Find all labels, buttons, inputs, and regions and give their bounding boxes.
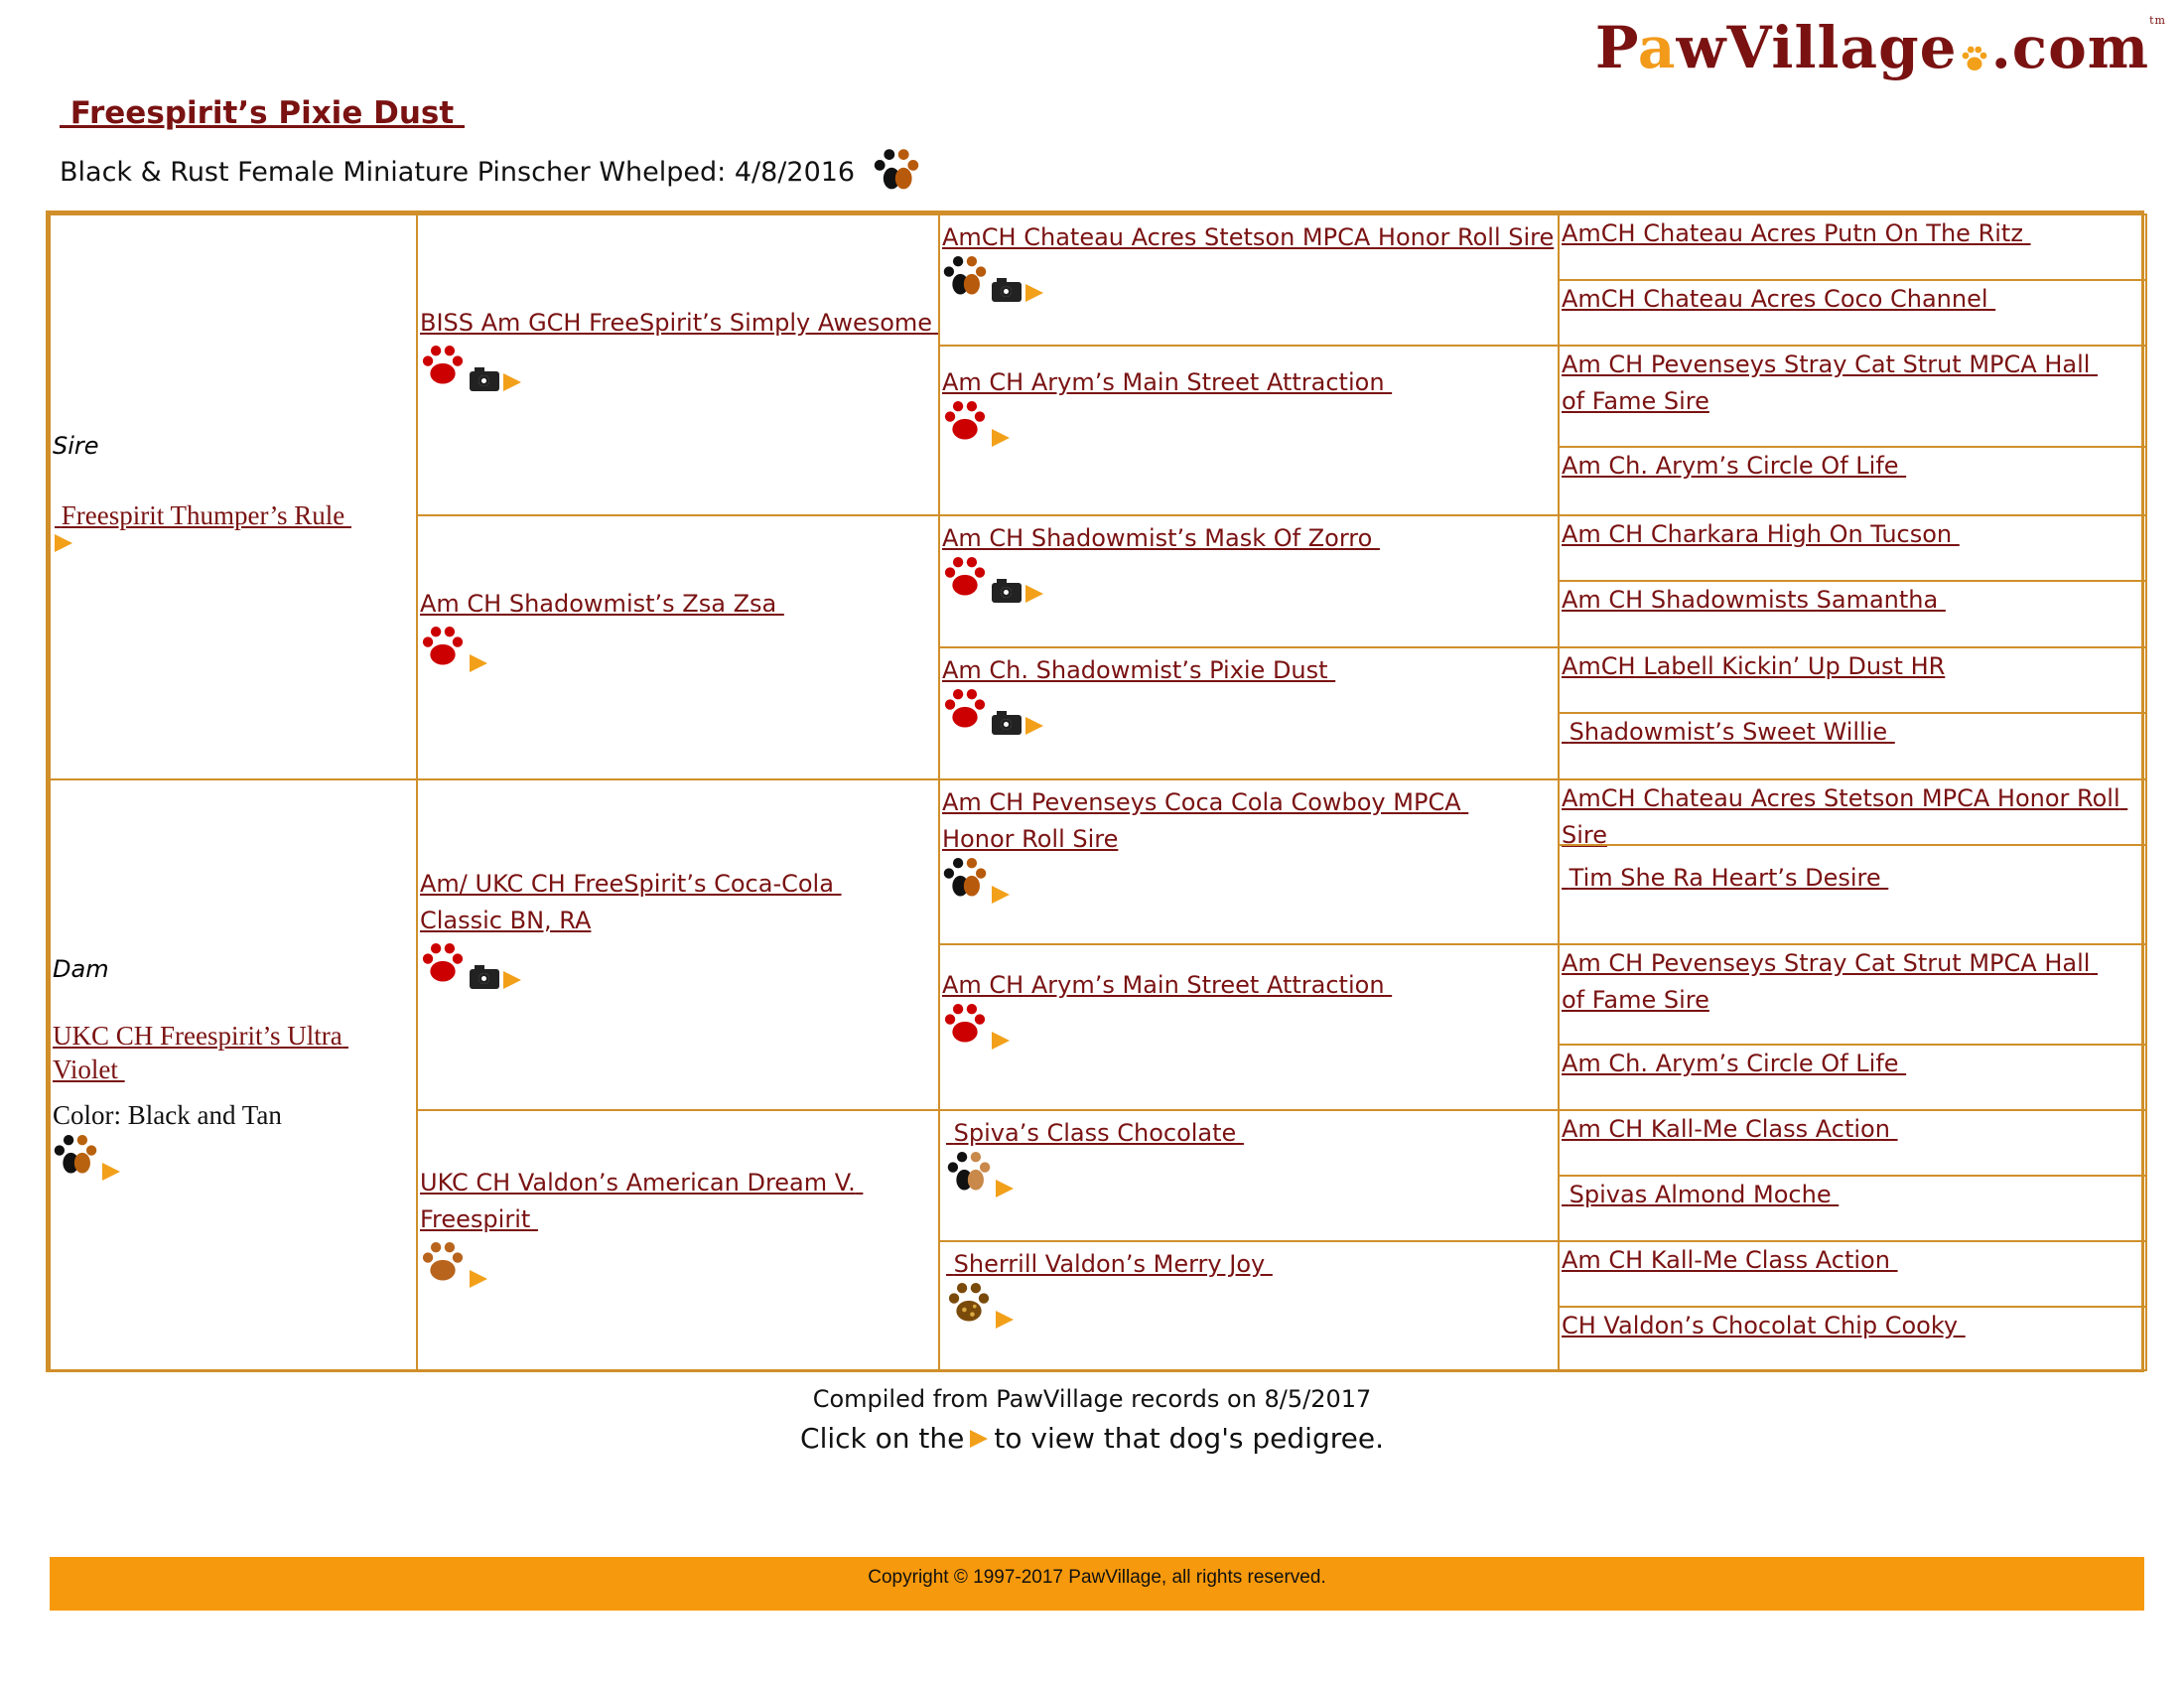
ggp-5-name-link[interactable]: Am CH Pevenseys Coca Cola Cowboy MPCA Honor Roll Sire bbox=[942, 788, 1469, 853]
dam-label: Dam bbox=[53, 955, 109, 983]
pedigree-arrow[interactable] bbox=[1025, 585, 1043, 603]
paw-black-rust-icon bbox=[942, 854, 988, 904]
dam-icons bbox=[53, 1135, 380, 1181]
ggp-2-name-link[interactable]: Am CH Arym’s Main Street Attraction bbox=[942, 368, 1393, 396]
gggp-7-name-link[interactable]: AmCH Labell Kickin’ Up Dust HR bbox=[1562, 652, 1946, 680]
logo-text-p: P bbox=[1594, 14, 1638, 81]
gggp-9-name-link[interactable]: AmCH Chateau Acres Stetson MPCA Honor Roll Sire bbox=[1562, 784, 2128, 849]
copyright-text: Copyright © 1997-2017 PawVillage, all rights reserved. bbox=[868, 1567, 1326, 1588]
gggp-cell-2 bbox=[1558, 279, 2147, 347]
ggp-cell-3 bbox=[938, 514, 1560, 648]
compiled-note: Compiled from PawVillage records on 8/5/2017 bbox=[812, 1385, 1372, 1413]
paw-black-tan-icon bbox=[53, 1131, 98, 1181]
paw-black-tan-icon bbox=[946, 1148, 992, 1197]
camera-icon[interactable] bbox=[992, 282, 1022, 302]
gggp-4-name-link[interactable]: Am Ch. Arym’s Circle Of Life bbox=[1562, 452, 1907, 480]
dog-description bbox=[60, 145, 920, 200]
sire-dam-name-link[interactable]: Am CH Shadowmist’s Zsa Zsa bbox=[420, 590, 784, 618]
click-instruction-post: to view that dog's pedigree. bbox=[994, 1422, 1384, 1455]
logo-text-village: wVillage bbox=[1676, 14, 1958, 81]
gggp-cell-8 bbox=[1558, 712, 2147, 780]
camera-icon[interactable] bbox=[470, 371, 499, 391]
paw-red-icon bbox=[942, 553, 988, 603]
paw-red-icon bbox=[942, 397, 988, 447]
pedigree-arrow[interactable] bbox=[992, 429, 1010, 447]
ggp-cell-4 bbox=[938, 646, 1560, 780]
gggp-cell-3 bbox=[1558, 345, 2147, 448]
gggp-11-name-link[interactable]: Am CH Pevenseys Stray Cat Strut MPCA Hall of Fame Sire bbox=[1562, 949, 2099, 1014]
copyright-bar bbox=[50, 1557, 2144, 1611]
ggp-cell-5 bbox=[938, 778, 1560, 945]
gggp-2-name-link[interactable]: AmCH Chateau Acres Coco Channel bbox=[1562, 285, 1996, 313]
pawvillage-logo[interactable] bbox=[1595, 14, 2166, 87]
gggp-1-name-link[interactable]: AmCH Chateau Acres Putn On The Ritz bbox=[1562, 219, 2031, 247]
gggp-cell-1 bbox=[1558, 213, 2147, 281]
ggp-1-name-link[interactable]: AmCH Chateau Acres Stetson MPCA Honor Roll Sire bbox=[942, 223, 1555, 251]
paw-red-icon bbox=[942, 685, 988, 735]
camera-icon[interactable] bbox=[470, 969, 499, 989]
gggp-cell-13 bbox=[1558, 1109, 2147, 1177]
ggp-8-name-link[interactable]: Sherrill Valdon’s Merry Joy bbox=[946, 1250, 1273, 1278]
paw-chocolate-icon bbox=[420, 1238, 466, 1288]
paw-brindle-icon bbox=[946, 1279, 992, 1329]
sire-name-link[interactable]: Freespirit Thumper’s Rule bbox=[55, 500, 351, 530]
dam-pedigree-arrow[interactable] bbox=[102, 1163, 120, 1181]
gggp-cell-4 bbox=[1558, 446, 2147, 516]
paw-red-icon bbox=[942, 1000, 988, 1050]
paw-black-rust-icon bbox=[942, 252, 988, 302]
dam-name-link[interactable]: UKC CH Freespirit’s Ultra Violet bbox=[53, 1021, 348, 1084]
paw-black-rust-icon bbox=[873, 145, 920, 200]
ggp-cell-2 bbox=[938, 345, 1560, 516]
paw-red-icon bbox=[420, 342, 466, 391]
gggp-cell-6 bbox=[1558, 580, 2147, 648]
gggp-cell-16 bbox=[1558, 1306, 2147, 1371]
pedigree-arrow[interactable] bbox=[470, 654, 487, 672]
pedigree-arrow[interactable] bbox=[1025, 284, 1043, 302]
gggp-cell-15 bbox=[1558, 1240, 2147, 1308]
gggp-cell-7 bbox=[1558, 646, 2147, 714]
gggp-3-name-link[interactable]: Am CH Pevenseys Stray Cat Strut MPCA Hall of Fame Sire bbox=[1562, 351, 2099, 415]
paw-red-icon bbox=[420, 623, 466, 672]
logo-text-a: a bbox=[1637, 14, 1677, 81]
page-title: Freespirit’s Pixie Dust bbox=[60, 95, 465, 131]
click-instruction-pre: Click on the bbox=[800, 1422, 965, 1455]
pedigree-grid bbox=[46, 211, 2144, 1372]
gggp-5-name-link[interactable]: Am CH Charkara High On Tucson bbox=[1562, 520, 1960, 548]
dog-description-text: Black & Rust Female Miniature Pinscher Whelped: 4/8/2016 bbox=[60, 157, 856, 188]
gggp-cell-11 bbox=[1558, 943, 2147, 1046]
sire-dam-cell bbox=[416, 514, 940, 780]
dam-sire-name-link[interactable]: Am/ UKC CH FreeSpirit’s Coca-Cola Classic BN, RA bbox=[420, 870, 842, 934]
pedigree-arrow-icon bbox=[970, 1430, 988, 1448]
sire-pedigree-arrow[interactable] bbox=[55, 534, 72, 552]
ggp-3-name-link[interactable]: Am CH Shadowmist’s Mask Of Zorro bbox=[942, 524, 1380, 552]
gggp-13-name-link[interactable]: Am CH Kall-Me Class Action bbox=[1562, 1115, 1898, 1143]
paw-red-icon bbox=[420, 939, 466, 989]
pedigree-arrow[interactable] bbox=[992, 886, 1010, 904]
ggp-cell-7 bbox=[938, 1109, 1560, 1242]
dam-dam-cell bbox=[416, 1109, 940, 1371]
dam-sire-cell bbox=[416, 778, 940, 1111]
logo-text-com: .com bbox=[1990, 14, 2150, 81]
ggp-cell-8 bbox=[938, 1240, 1560, 1371]
gggp-16-name-link[interactable]: CH Valdon’s Chocolat Chip Cooky bbox=[1562, 1312, 1966, 1339]
dam-cell bbox=[49, 778, 418, 1371]
pedigree-arrow[interactable] bbox=[1025, 717, 1043, 735]
logo-trademark: tm bbox=[2149, 14, 2166, 27]
pedigree-arrow[interactable] bbox=[992, 1032, 1010, 1050]
gggp-cell-12 bbox=[1558, 1044, 2147, 1111]
gggp-cell-5 bbox=[1558, 514, 2147, 582]
ggp-4-name-link[interactable]: Am Ch. Shadowmist’s Pixie Dust bbox=[942, 656, 1336, 684]
pedigree-arrow[interactable] bbox=[503, 971, 521, 989]
logo-paw-icon bbox=[1960, 20, 1989, 87]
gggp-cell-14 bbox=[1558, 1175, 2147, 1242]
gggp-15-name-link[interactable]: Am CH Kall-Me Class Action bbox=[1562, 1246, 1898, 1274]
gggp-12-name-link[interactable]: Am Ch. Arym’s Circle Of Life bbox=[1562, 1050, 1907, 1077]
sire-label: Sire bbox=[53, 432, 99, 460]
pedigree-arrow[interactable] bbox=[470, 1270, 487, 1288]
gggp-cell-10 bbox=[1558, 844, 2147, 945]
click-instruction bbox=[0, 1422, 2184, 1455]
sire-cell bbox=[49, 213, 418, 780]
gggp-10-name-link[interactable]: Tim She Ra Heart’s Desire bbox=[1562, 864, 1889, 892]
ggp-cell-6 bbox=[938, 943, 1560, 1111]
gggp-6-name-link[interactable]: Am CH Shadowmists Samantha bbox=[1562, 586, 1946, 614]
gggp-cell-9 bbox=[1558, 778, 2147, 849]
gggp-14-name-link[interactable]: Spivas Almond Moche bbox=[1562, 1181, 1840, 1208]
ggp-cell-1 bbox=[938, 213, 1560, 347]
pedigree-arrow[interactable] bbox=[996, 1311, 1014, 1329]
pedigree-arrow[interactable] bbox=[503, 373, 521, 391]
sire-sire-name-link[interactable]: BISS Am GCH FreeSpirit’s Simply Awesome bbox=[420, 309, 940, 337]
ggp-7-name-link[interactable]: Spiva’s Class Chocolate bbox=[946, 1119, 1244, 1147]
sire-sire-cell bbox=[416, 213, 940, 516]
camera-icon[interactable] bbox=[992, 715, 1022, 735]
dam-color: Color: Black and Tan bbox=[53, 1100, 282, 1130]
camera-icon[interactable] bbox=[992, 583, 1022, 603]
pedigree-arrow[interactable] bbox=[996, 1180, 1014, 1197]
ggp-6-name-link[interactable]: Am CH Arym’s Main Street Attraction bbox=[942, 971, 1393, 999]
dam-dam-name-link[interactable]: UKC CH Valdon’s American Dream V. Freespirit bbox=[420, 1169, 864, 1233]
gggp-8-name-link[interactable]: Shadowmist’s Sweet Willie bbox=[1562, 718, 1895, 746]
